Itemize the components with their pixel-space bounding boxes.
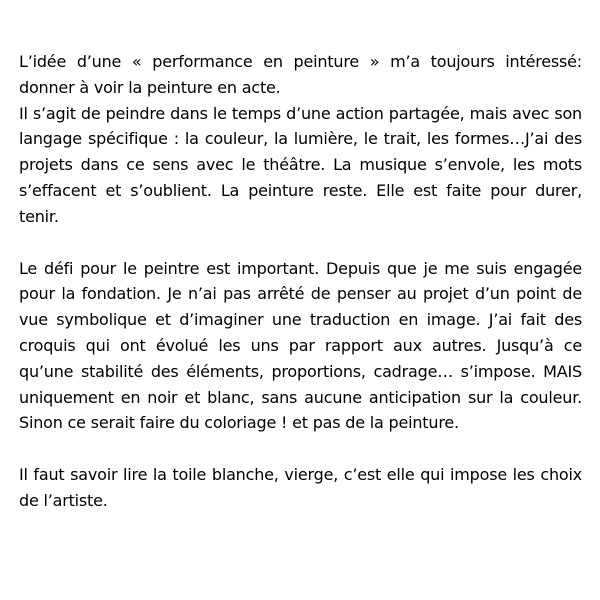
paragraph-3: Il faut savoir lire la toile blanche, vierge, c’est elle qui impose les choix de l’artiste. bbox=[19, 465, 582, 510]
paragraph-2: Le défi pour le peintre est important. Depuis que je me suis engagée pour la fondation. Je n’ai pas arrêté de penser au projet d’un point de vue symbolique et d’imaginer une traduction en image. J’ai fait des croquis qui ont évolué les uns par rapport aux autres. Jusqu’à ce qu’une stabilité des éléments, proportions, cadrage… s’impose. MAIS uniquement en noir et blanc, sans aucune anticipation sur la couleur. Sinon ce serait faire du coloriage ! et pas de la peinture. bbox=[19, 258, 582, 433]
paragraph-1 bbox=[19, 49, 582, 230]
paragraph-1-line-1: L’idée d’une « performance en peinture » m’a toujours intéressé: donner à voir la peinture en acte. bbox=[19, 52, 582, 97]
paragraph-1-line-2: Il s’agit de peindre dans le temps d’une action partagée, mais avec son langage spécifique : la couleur, la lumière, le trait, les formes…J’ai des projets dans ce sens avec le théâtre. La musique s’envole, les mots s’effacent et s’oublient. La peinture reste. Elle est faite pour durer, tenir. bbox=[19, 103, 582, 226]
document-body bbox=[19, 49, 582, 540]
